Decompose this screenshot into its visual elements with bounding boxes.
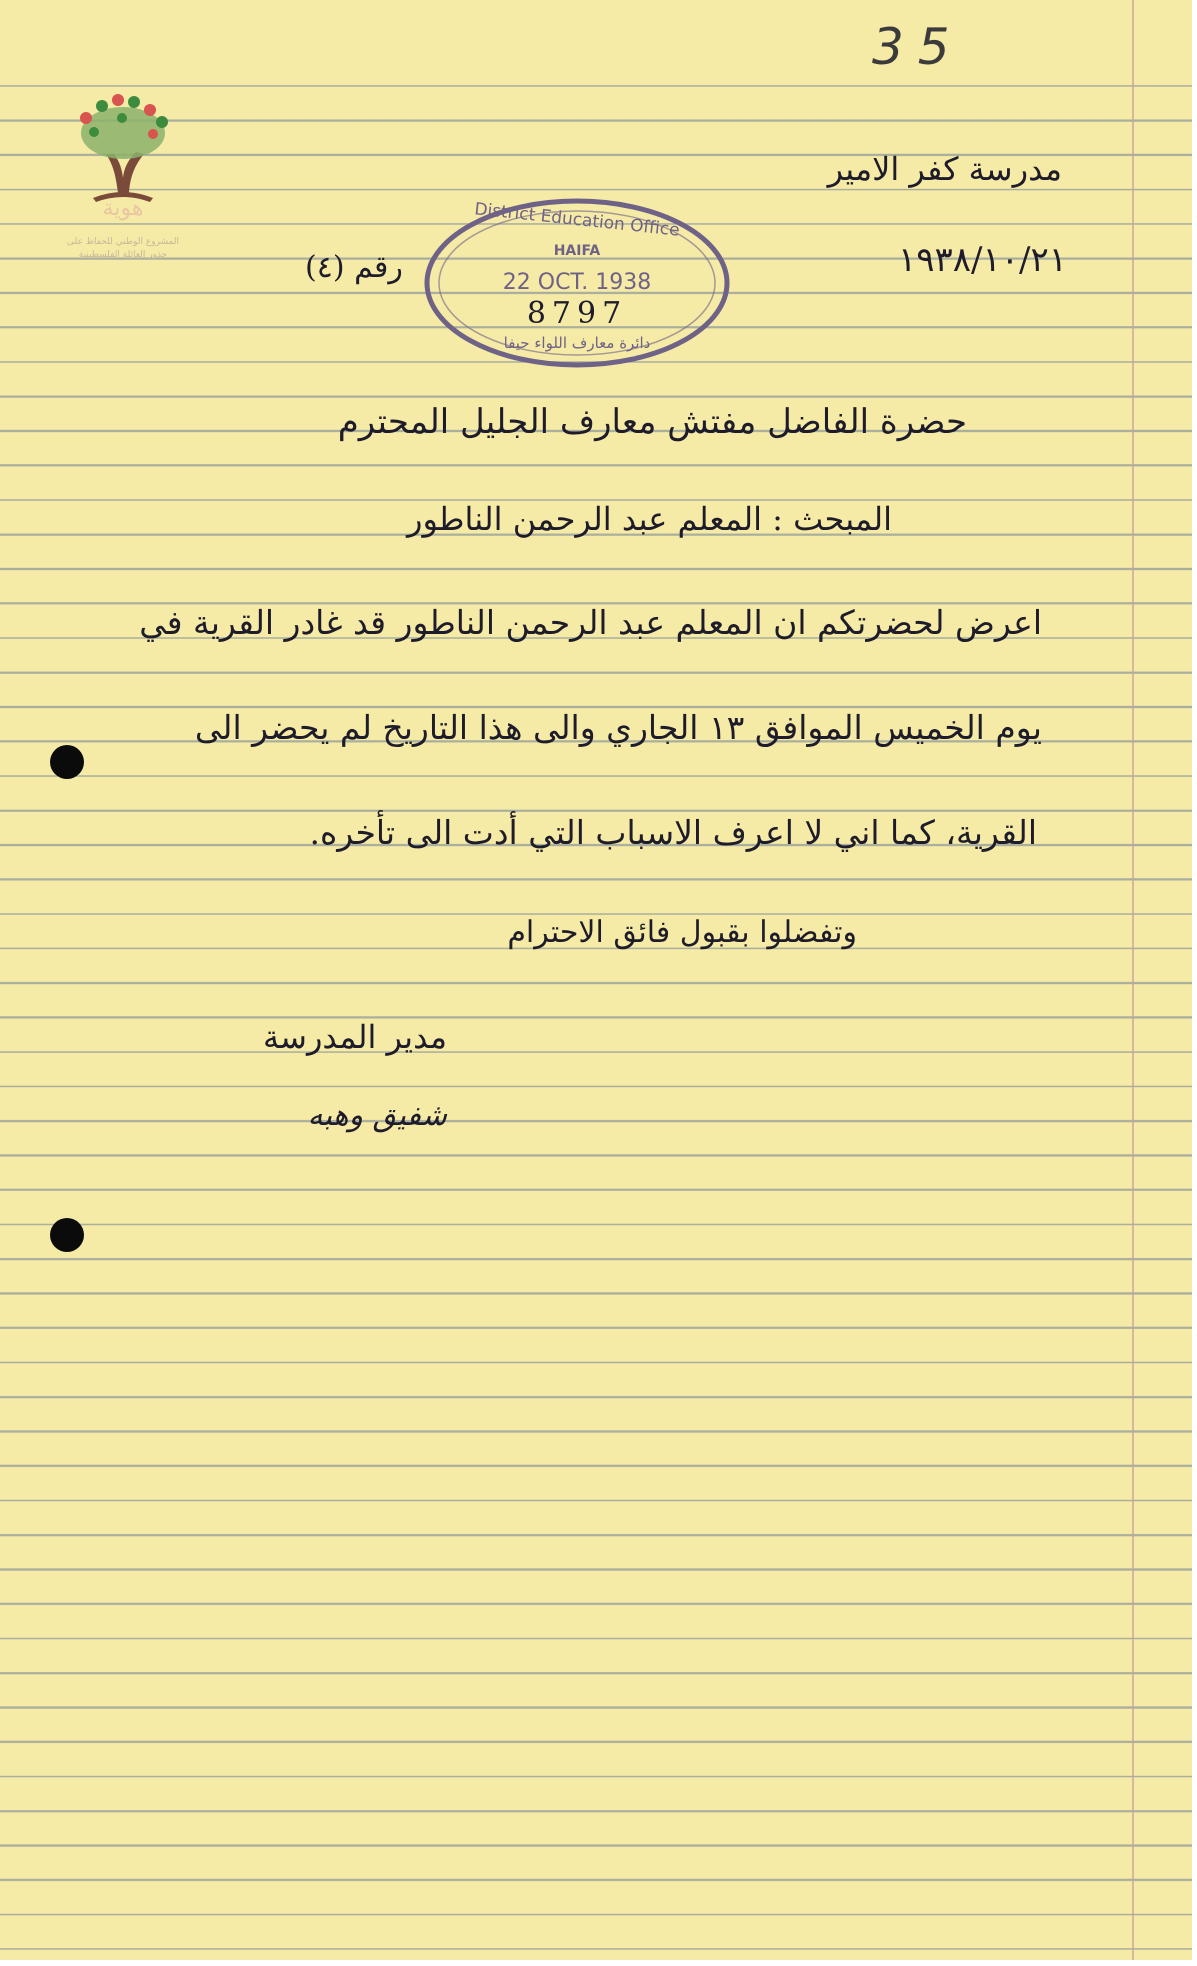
punch-hole-upper bbox=[50, 745, 84, 779]
body-line-1: اعرض لحضرتكم ان المعلم عبد الرحمن الناطور قد غادر القرية في bbox=[139, 603, 1042, 642]
closing-line: وتفضلوا بقبول فائق الاحترام bbox=[507, 915, 857, 950]
letter-date: ١٩٣٨/١٠/٢١ bbox=[897, 240, 1067, 280]
logo-tagline-line-1: المشروع الوطني للحفاظ على bbox=[66, 237, 179, 247]
tree-icon bbox=[80, 94, 168, 202]
signature: شفيق وهبه bbox=[307, 1098, 447, 1133]
subject-line: المبحث : المعلم عبد الرحمن الناطور bbox=[407, 500, 892, 538]
stamp-city: HAIFA bbox=[553, 243, 601, 259]
signature-title: مدير المدرسة bbox=[262, 1018, 447, 1056]
margin-line bbox=[1132, 0, 1134, 1960]
reference-number: رقم (٤) bbox=[305, 250, 403, 285]
logo-tagline bbox=[58, 236, 188, 262]
body-line-2: يوم الخميس الموافق ١٣ الجاري والى هذا التاريخ لم يحضر الى bbox=[194, 708, 1042, 747]
school-name: مدرسة كفر الامير bbox=[827, 150, 1062, 188]
punch-hole-lower bbox=[50, 1218, 84, 1252]
stamp-arabic-text: دائرة معارف اللواء حيفا bbox=[503, 334, 651, 352]
office-stamp bbox=[418, 188, 736, 378]
logo-tagline-line-2: جذور العائلة الفلسطينية bbox=[78, 250, 168, 260]
stamp-number: 8797 bbox=[526, 296, 628, 331]
logo-name: هوية bbox=[102, 196, 144, 221]
page-number: 35 bbox=[872, 18, 964, 76]
salutation: حضرة الفاضل مفتش معارف الجليل المحترم bbox=[337, 402, 967, 442]
stamp-date: 22 OCT. 1938 bbox=[502, 270, 652, 295]
heritage-tree-logo bbox=[58, 48, 188, 268]
stamp-arc-text: District Education Office bbox=[473, 199, 681, 241]
body-line-3: القرية، كما اني لا اعرف الاسباب التي أدت الى تأخره. bbox=[309, 813, 1037, 852]
